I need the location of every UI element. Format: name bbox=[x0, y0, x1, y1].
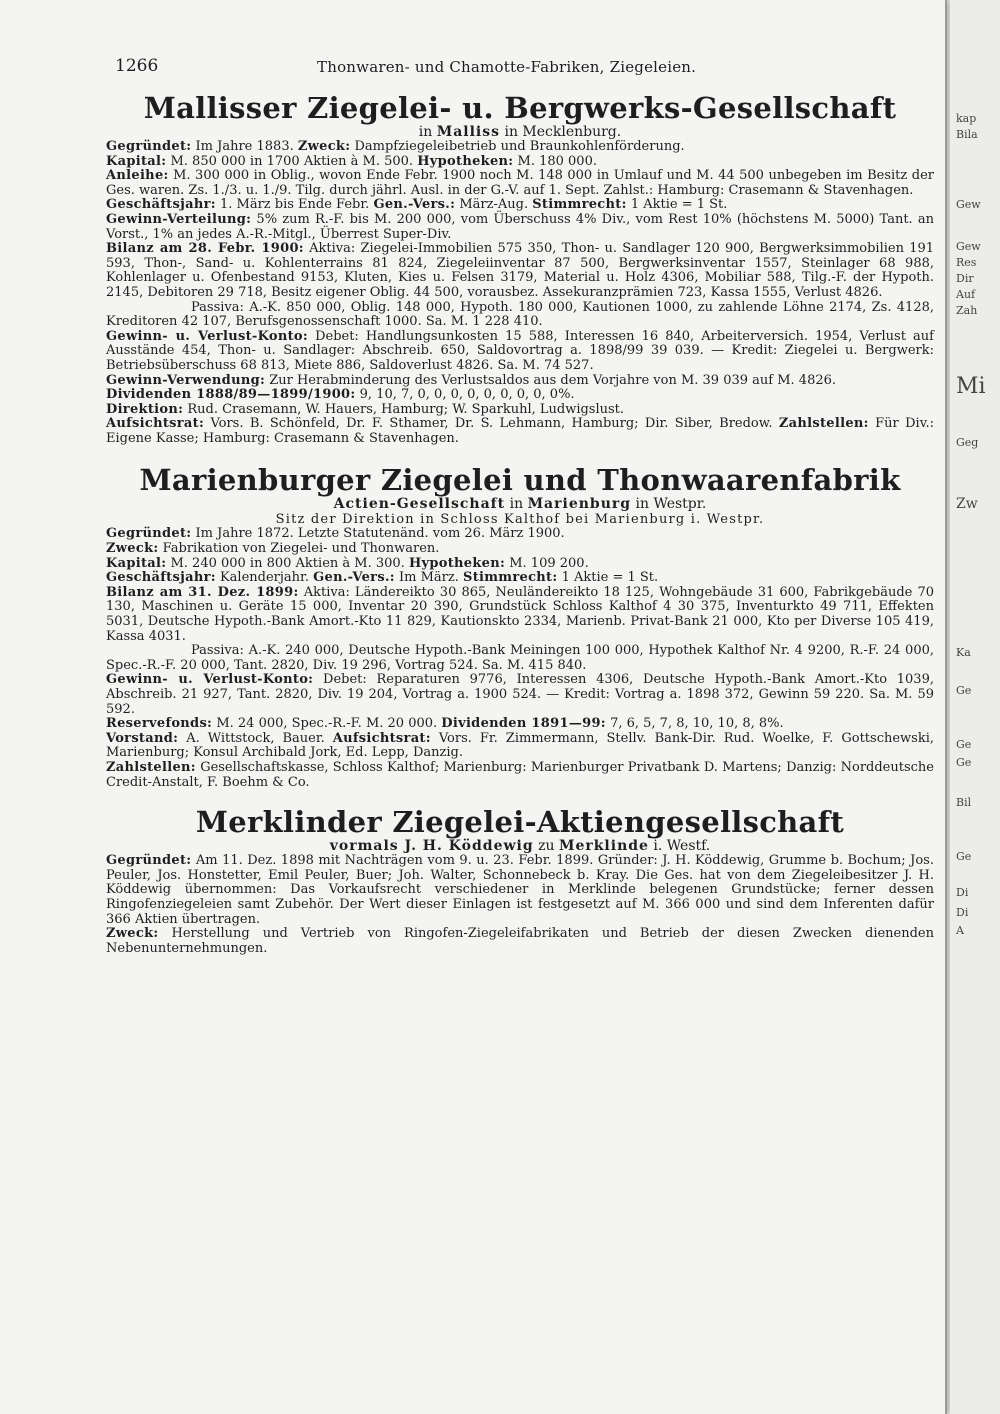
entry-bilanz: Bilanz am 28. Febr. 1900: Aktiva: Ziegelei-Immobilien 575 350, Thon- u. Sandlager 120 900, Bergwerksimmobilien 191 593, Thon-, Sand- u. Kohlenterrains 81 824, Ziegeleiinventar 87 500, Bergwerksinventar 1557, Steinlager 68 988, Kohlenlager u. Ofenbestand 9153, Kluten, Kies u. Felsen 3179, Material u. Holz 4306, Mobiliar 588, Tilg.-F. der Hypoth. 2145, Debitoren 29 718, Besitz eigener Oblig. 44 500, vorausbez. Assekuranzprämien 723, Kassa 1555, Verlust 4826. bbox=[106, 241, 935, 300]
edge-text: Dir bbox=[956, 272, 974, 285]
entry-gegruendet: Gegründet: Im Jahre 1883. Zweck: Dampfziegeleibetrieb und Braunkohlenförderung. bbox=[106, 139, 685, 154]
entry-passiva: Passiva: A.-K. 240 000, Deutsche Hypoth.-Bank Meiningen 100 000, Hypothek Kalthof Nr. 4 9200, R.-F. 24 000, Spec.-R.-F. 20 000, Tant. 2820, Div. 19 296, Vortrag 524. Sa. M. 415 840. bbox=[106, 643, 934, 673]
edge-text: Ge bbox=[956, 684, 972, 697]
entry-anleihe: Anleihe: M. 300 000 in Oblig., wovon Ende Febr. 1900 noch M. 148 000 in Umlauf und M. 44 500 unbegeben im Besitz der Ges. waren. Zs. 1./3. u. 1./9. Tilg. durch jährl. Ausl. in der G.-V. auf 1. Sept. Zahlst.: Hamburg: Crasemann & Stavenhagen. bbox=[106, 168, 934, 198]
edge-text: Di bbox=[956, 906, 969, 919]
entry-zweck: Zweck: Fabrikation von Ziegelei- und Thonwaren. bbox=[106, 541, 440, 557]
edge-text: Gew bbox=[956, 198, 981, 211]
entry-zweck: Zweck: Herstellung und Vertrieb von Ringofen-Ziegeleifabrikaten und Betrieb der diesen Zwecken dienenden Nebenunternehmungen. bbox=[106, 926, 935, 956]
section-merklinder bbox=[106, 806, 934, 956]
entry-gewinn-verwendung: Gewinn-Verwendung: Zur Herabminderung des Verlustsaldos aus dem Vorjahre von M. 39 039 auf M. 4826. bbox=[106, 372, 837, 388]
page-content bbox=[106, 92, 934, 956]
edge-text: A bbox=[956, 924, 964, 937]
edge-text: Ge bbox=[956, 756, 972, 769]
edge-text: Gew bbox=[956, 240, 981, 253]
section-mallisser bbox=[106, 92, 934, 446]
entry-gewinn-verlust: Gewinn- u. Verlust-Konto: Debet: Handlungsunkosten 15 588, Interessen 16 840, Arbeiterversich. 1954, Verlust auf Ausstände 454, Thon- u. Sandlager: Abschreib. 650, Saldovortrag a. 1898/99 39 039. — Kredit: Ziegelei u. Bergwerk: Betriebsüberschuss 68 813, Miete 886, Saldoverlust 4826. Sa. M. 74 527. bbox=[106, 328, 934, 373]
entry-passiva: Passiva: A.-K. 850 000, Oblig. 148 000, Hypoth. 180 000, Kautionen 1000, zu zahlende Löhne 2174, Zs. 4128, Kreditoren 42 107, Berufsgenossenschaft 1000. Sa. M. 1 228 410. bbox=[106, 299, 934, 330]
section-subtitle: vormals J. H. Köddewig zu Merklinde i. Westf. bbox=[329, 838, 711, 855]
entry-direktion: Direktion: Rud. Crasemann, W. Hauers, Hamburg; W. Sparkuhl, Ludwigslust. bbox=[106, 401, 625, 417]
edge-text: Auf bbox=[956, 288, 976, 301]
edge-text: Bila bbox=[956, 128, 978, 141]
entry-vorstand: Vorstand: A. Wittstock, Bauer. Aufsichtsrat: Vors. Fr. Zimmermann, Stellv. Bank-Dir. Rud. Woelke, F. Gottschewski, Marienburg; Konsul Archibald Jork, Ed. Lepp, Danzig. bbox=[106, 730, 935, 761]
entry-gewinn-verteilung: Gewinn-Verteilung: 5% zum R.-F. bis M. 200 000, vom Überschuss 4% Div., vom Rest 10% (höchstens M. 5000) Tant. an Vorst., 1% an jedes A.-R.-Mitgl., Überrest Super-Div. bbox=[106, 211, 935, 242]
entry-kapital: Kapital: M. 850 000 in 1700 Aktien à M. 500. Hypotheken: M. 180 000. bbox=[106, 153, 597, 169]
section-subtitle: in Malliss in Mecklenburg. bbox=[418, 124, 622, 140]
entry-gewinn-verlust: Gewinn- u. Verlust-Konto: Debet: Reparaturen 9776, Interessen 4306, Deutsche Hypoth.-Bank Amort.-Kto 1039, Abschreib. 21 927, Tant. 2820, Div. 19 204, Vortrag a. 1900 524. — Kredit: Vortrag a. 1898 372, Gewinn 59 220. Sa. M. 59 592. bbox=[106, 672, 934, 717]
page-header bbox=[115, 56, 945, 78]
entry-bilanz: Bilanz am 31. Dez. 1899: Aktiva: Ländereikto 30 865, Neuländereikto 18 125, Wohngebäude 31 600, Fabrikgebäude 70 130, Maschinen u. Geräte 15 000, Inventar 20 390, Grundstück Schloss Kalthof 4 30 375, Inventurkto 49 711, Effekten 5031, Deutsche Hypoth.-Bank Amort.-Kto 11 829, Kautionskto 2334, Marienb. Privat-Bank 21 000, Kto per Diverse 105 419, Kassa 4031. bbox=[106, 584, 935, 644]
adjacent-page-edge bbox=[950, 0, 1000, 1414]
edge-text: kap bbox=[956, 112, 977, 125]
section-title: Marienburger Ziegelei und Thonwaarenfabrik bbox=[139, 463, 901, 498]
section-title: Mallisser Ziegelei- u. Bergwerks-Gesellschaft bbox=[143, 91, 897, 125]
entry-aufsichtsrat: Aufsichtsrat: Vors. B. Schönfeld, Dr. F. Sthamer, Dr. S. Lehmann, Hamburg; Dir. Siber, Bredow. Zahlstellen: Für Div.: Eigene Kasse; Hamburg: Crasemann & Stavenhagen. bbox=[106, 416, 935, 446]
section-seat-line: Sitz der Direktion in Schloss Kalthof bei Marienburg i. Westpr. bbox=[275, 512, 765, 528]
entry-dividenden: Dividenden 1888/89—1899/1900: 9, 10, 7, 0, 0, 0, 0, 0, 0, 0, 0, 0%. bbox=[106, 387, 575, 403]
edge-text: Geg bbox=[956, 436, 979, 449]
section-marienburger bbox=[106, 464, 934, 790]
entry-geschaeftsjahr: Geschäftsjahr: Kalenderjahr. Gen.-Vers.: Im März. Stimmrecht: 1 Aktie = 1 St. bbox=[106, 570, 659, 586]
entry-geschaeftsjahr: Geschäftsjahr: 1. März bis Ende Febr. Gen.-Vers.: März-Aug. Stimmrecht: 1 Aktie = 1 St. bbox=[106, 197, 728, 213]
entry-kapital: Kapital: M. 240 000 in 800 Aktien à M. 300. Hypotheken: M. 109 200. bbox=[106, 555, 589, 571]
entry-reservefonds: Reservefonds: M. 24 000, Spec.-R.-F. M. 20 000. Dividenden 1891—99: 7, 6, 5, 7, 8, 10, 10, 8, 8%. bbox=[106, 716, 784, 732]
section-title: Merklinder Ziegelei-Aktiengesellschaft bbox=[195, 805, 845, 840]
edge-text: Ge bbox=[956, 738, 972, 751]
edge-text: Mi bbox=[956, 374, 986, 399]
edge-text: Ka bbox=[956, 646, 971, 659]
entry-gegruendet: Gegründet: Im Jahre 1872. Letzte Statutenänd. vom 26. März 1900. bbox=[106, 526, 565, 542]
entry-gegruendet: Gegründet: Am 11. Dez. 1898 mit Nachträgen vom 9. u. 23. Febr. 1899. Gründer: J. H. Köddewig, Grumme b. Bochum; Jos. Peuler, Jos. Honstetter, Emil Peuler, Buer; Joh. Walter, Schonnebeck b. Kray. Die Ges. hat von dem Ziegeleibesitzer J. H. Köddewig übernommen: Das Vorkaufsrecht verschiedener in Merklinde belegenen Grundstücke; ferner dessen Ringofenziegeleien samt Zubehör. Der Wert dieser Einlagen ist festgesetzt auf M. 366 000 und sind dem Inferenten dafür 366 Aktien übertragen. bbox=[106, 853, 934, 927]
edge-text: Di bbox=[956, 886, 969, 899]
edge-text: Res bbox=[956, 256, 977, 269]
entry-zahlstellen: Zahlstellen: Gesellschaftskasse, Schloss Kalthof; Marienburg: Marienburger Privatbank D. Martens; Danzig: Norddeutsche Credit-Anstalt, F. Boehm & Co. bbox=[106, 759, 934, 790]
edge-text: Zah bbox=[956, 304, 978, 317]
edge-text: Ge bbox=[956, 850, 972, 863]
edge-text: Zw bbox=[956, 496, 978, 512]
section-subtitle: Actien-Gesellschaft in Marienburg in Westpr. bbox=[333, 496, 707, 513]
running-title: Thonwaren- und Chamotte-Fabriken, Ziegeleien. bbox=[317, 58, 697, 76]
edge-text: Bil bbox=[956, 796, 972, 809]
page-number: 1266 bbox=[115, 56, 159, 76]
